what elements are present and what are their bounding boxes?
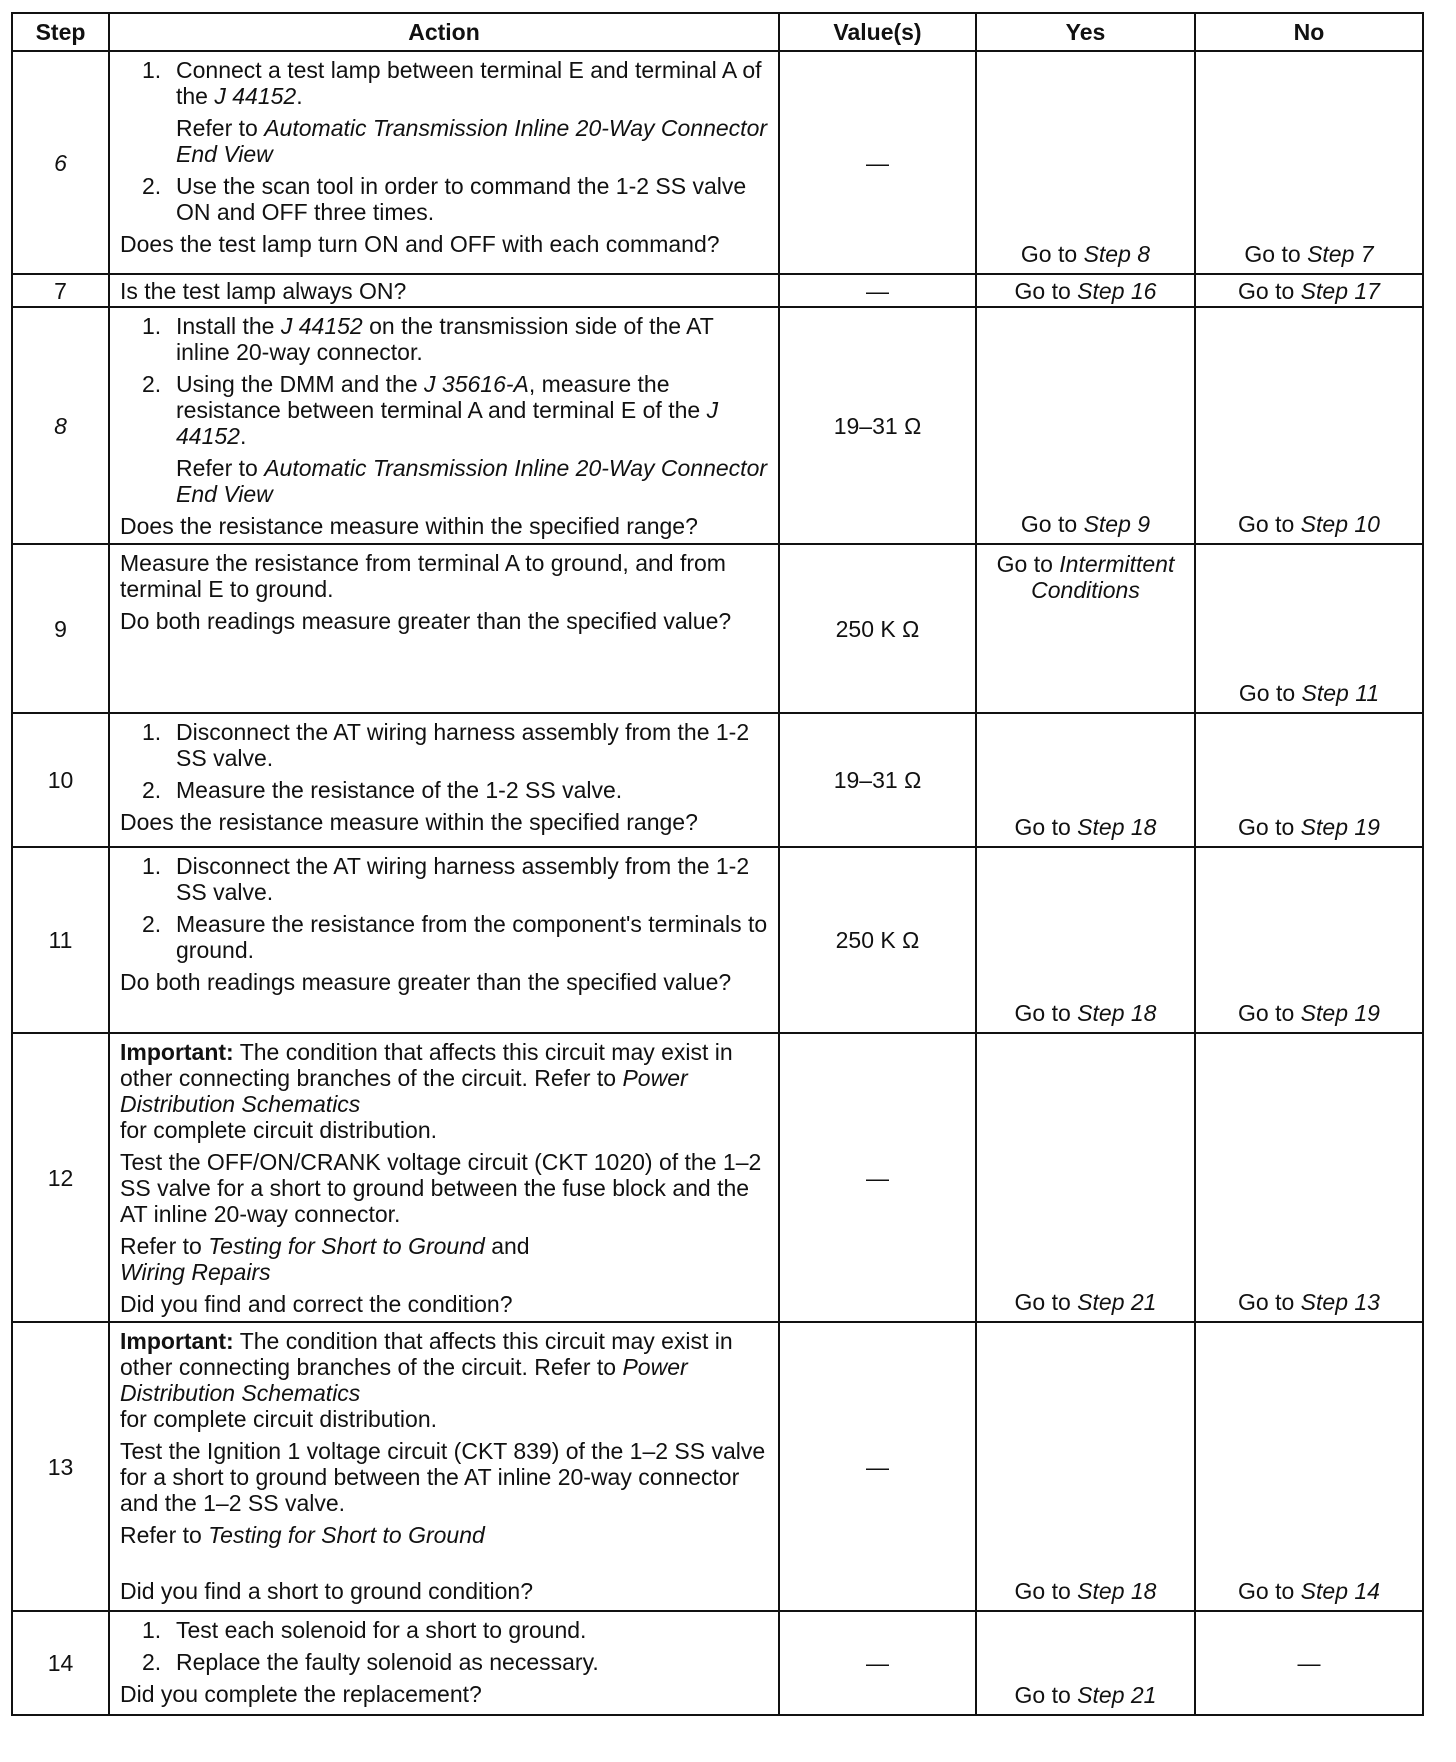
yes-cell[interactable]: Go to Step 18	[976, 847, 1195, 1033]
value-cell: 250 K Ω	[779, 544, 976, 713]
important-note: Important: The condition that affects this circuit may exist in other connecting branches of the circuit. Refer to Power Distribution Schematics for complete circuit distribution.	[120, 1328, 733, 1432]
item-number: 2.	[142, 371, 162, 397]
value-cell: 19–31 Ω	[779, 713, 976, 847]
step-number: 10	[12, 713, 109, 847]
action-cell	[109, 274, 779, 307]
question: Do both readings measure greater than the specified value?	[120, 608, 732, 634]
goto-link[interactable]: Step 11	[1301, 680, 1380, 706]
table-row	[12, 544, 1423, 713]
doc-link[interactable]: Testing for Short to Ground	[208, 1233, 485, 1259]
yes-cell[interactable]: Go to Step 18	[976, 713, 1195, 847]
question: Does the test lamp turn ON and OFF with each command?	[120, 231, 720, 257]
refer-note: Refer to Testing for Short to Ground	[120, 1522, 485, 1548]
action-cell	[109, 51, 779, 274]
action-cell	[109, 1322, 779, 1611]
goto-link[interactable]: Step 7	[1307, 241, 1374, 267]
goto-link[interactable]: Step 8	[1083, 241, 1151, 267]
goto-link[interactable]: Step 17	[1300, 277, 1380, 304]
tool-ref: J 35616-A	[424, 371, 529, 397]
no-cell[interactable]: Go to Step 14	[1195, 1322, 1423, 1611]
important-note: Important: The condition that affects this circuit may exist in other connecting branches of the circuit. Refer to Power Distribution Schematics for complete circuit distribution.	[120, 1039, 733, 1143]
action-cell	[109, 1611, 779, 1715]
list-item	[120, 371, 770, 507]
doc-link[interactable]: Wiring Repairs	[120, 1259, 271, 1285]
important-label: Important:	[120, 1039, 234, 1065]
item-number: 1.	[142, 853, 162, 879]
header-row	[12, 13, 1423, 51]
value-cell: 19–31 Ω	[779, 307, 976, 544]
item-text: Measure the resistance of the 1-2 SS valve.	[176, 777, 623, 803]
value-cell: —	[779, 51, 976, 274]
yes-cell[interactable]: Go to Intermittent Conditions	[976, 544, 1195, 713]
item-number: 2.	[142, 173, 162, 199]
value-cell: —	[779, 1322, 976, 1611]
doc-link[interactable]: Automatic Transmission Inline 20-Way Connector End View	[176, 455, 768, 507]
item-text: Using the DMM and the	[176, 371, 425, 397]
no-cell[interactable]: Go to Step 17	[1195, 274, 1423, 307]
list-item	[120, 853, 770, 905]
action-cell	[109, 544, 779, 713]
list-item	[120, 57, 770, 167]
instruction: Test the Ignition 1 voltage circuit (CKT 839) of the 1–2 SS valve for a short to ground between the AT inline 20-way connector and the 1–2 SS valve.	[120, 1438, 766, 1516]
item-text-end: .	[239, 423, 247, 449]
important-label: Important:	[120, 1328, 234, 1354]
no-cell[interactable]: Go to Step 13	[1195, 1033, 1423, 1322]
step-number: 14	[12, 1611, 109, 1715]
goto-link[interactable]: Step 10	[1300, 511, 1380, 537]
action-cell	[109, 1033, 779, 1322]
doc-link[interactable]: Power Distribution Schematics	[120, 1354, 688, 1406]
no-cell[interactable]: Go to Step 7	[1195, 51, 1423, 274]
item-text-mid: , measure the resistance between terminal A and terminal E of the	[176, 371, 707, 423]
goto-link[interactable]: Step 21	[1077, 1289, 1157, 1315]
question: Did you find a short to ground condition?	[120, 1578, 533, 1604]
question: Does the resistance measure within the specified range?	[120, 513, 698, 539]
item-number: 2.	[142, 1649, 162, 1675]
step-number: 13	[12, 1322, 109, 1611]
item-text: Replace the faulty solenoid as necessary.	[176, 1649, 599, 1675]
question: Did you complete the replacement?	[120, 1681, 482, 1707]
value-cell: —	[779, 1611, 976, 1715]
action-cell	[109, 847, 779, 1033]
no-cell[interactable]: Go to Step 19	[1195, 713, 1423, 847]
header-no: No	[1195, 13, 1423, 51]
item-number: 1.	[142, 57, 162, 83]
yes-cell[interactable]: Go to Step 18	[976, 1322, 1195, 1611]
step-number: 7	[12, 274, 109, 307]
list-item	[120, 719, 770, 771]
header-values: Value(s)	[779, 13, 976, 51]
no-cell[interactable]: Go to Step 10	[1195, 307, 1423, 544]
item-text: Measure the resistance from the component's terminals to ground.	[176, 911, 768, 963]
item-text-end: .	[296, 83, 303, 109]
diagnostic-table	[11, 12, 1424, 1716]
table-row	[12, 307, 1423, 544]
question: Is the test lamp always ON?	[120, 277, 407, 304]
item-text: Disconnect the AT wiring harness assembly from the 1-2 SS valve.	[176, 719, 750, 771]
yes-cell[interactable]: Go to Step 9	[976, 307, 1195, 544]
table-row	[12, 1611, 1423, 1715]
goto-link[interactable]: Step 14	[1300, 1578, 1380, 1604]
goto-link[interactable]: Step 18	[1077, 1000, 1157, 1026]
table-row	[12, 1033, 1423, 1322]
action-cell	[109, 713, 779, 847]
goto-link[interactable]: Intermittent Conditions	[1031, 551, 1175, 603]
doc-link[interactable]: Automatic Transmission Inline 20-Way Connector End View	[176, 115, 768, 167]
list-item	[120, 313, 770, 365]
table-row	[12, 847, 1423, 1033]
no-cell[interactable]: Go to Step 19	[1195, 847, 1423, 1033]
table-row	[12, 274, 1423, 307]
action-cell	[109, 307, 779, 544]
item-number: 1.	[142, 719, 162, 745]
refer-note: Refer to Testing for Short to Ground and Wiring Repairs	[120, 1233, 530, 1285]
item-number: 2.	[142, 911, 162, 937]
item-number: 1.	[142, 313, 162, 339]
no-cell: —	[1195, 1611, 1423, 1715]
list-item	[120, 777, 770, 803]
question: Do both readings measure greater than the specified value?	[120, 969, 732, 995]
goto-link[interactable]: Step 18	[1077, 1578, 1157, 1604]
tool-ref: J 44152	[280, 313, 363, 339]
item-number: 2.	[142, 777, 162, 803]
no-cell[interactable]: Go to Step 11	[1195, 544, 1423, 713]
yes-cell[interactable]: Go to Step 16	[976, 274, 1195, 307]
list-item	[120, 911, 770, 963]
list-item	[120, 173, 770, 225]
yes-cell[interactable]: Go to Step 21	[976, 1033, 1195, 1322]
refer-note: Refer to Automatic Transmission Inline 20-Way Connector End View	[176, 455, 768, 507]
item-text: Use the scan tool in order to command the 1-2 SS valve ON and OFF three times.	[176, 173, 747, 225]
table-row	[12, 1322, 1423, 1611]
list-item	[120, 1617, 770, 1643]
value-cell: —	[779, 1033, 976, 1322]
value-cell: 250 K Ω	[779, 847, 976, 1033]
question: Does the resistance measure within the specified range?	[120, 809, 698, 835]
yes-cell[interactable]: Go to Step 21	[976, 1611, 1195, 1715]
table-row	[12, 713, 1423, 847]
step-number: 9	[12, 544, 109, 713]
refer-note: Refer to Automatic Transmission Inline 20-Way Connector End View	[176, 115, 768, 167]
goto-link[interactable]: Step 9	[1083, 511, 1151, 537]
goto-link[interactable]: Step 16	[1077, 277, 1157, 304]
step-number: 6	[12, 51, 109, 274]
tool-ref: J 44152	[176, 397, 719, 449]
yes-cell[interactable]: Go to Step 8	[976, 51, 1195, 274]
instruction: Test the OFF/ON/CRANK voltage circuit (CKT 1020) of the 1–2 SS valve for a short to ground between the fuse block and the AT inline 20-way connector.	[120, 1149, 762, 1227]
list-item	[120, 1649, 770, 1675]
tool-ref: J 44152	[214, 83, 297, 109]
step-number: 8	[12, 307, 109, 544]
item-text-end: on the transmission side of the AT inline 20-way connector.	[176, 313, 714, 365]
header-step: Step	[12, 13, 109, 51]
goto-link[interactable]: Step 18	[1077, 814, 1157, 840]
question: Did you find and correct the condition?	[120, 1291, 513, 1317]
header-yes: Yes	[976, 13, 1195, 51]
goto-link[interactable]: Step 19	[1300, 814, 1380, 840]
doc-link[interactable]: Testing for Short to Ground	[208, 1522, 485, 1548]
goto-link[interactable]: Step 13	[1300, 1289, 1380, 1315]
header-action: Action	[109, 13, 779, 51]
item-text: Connect a test lamp between terminal E and terminal A of the	[176, 57, 762, 109]
instruction: Measure the resistance from terminal A to ground, and from terminal E to ground.	[120, 550, 726, 602]
value-cell: —	[779, 274, 976, 307]
goto-link[interactable]: Step 21	[1077, 1682, 1157, 1708]
step-number: 11	[12, 847, 109, 1033]
doc-link[interactable]: Power Distribution Schematics	[120, 1065, 688, 1117]
item-text: Test each solenoid for a short to ground.	[176, 1617, 587, 1643]
goto-link[interactable]: Step 19	[1300, 1000, 1380, 1026]
item-text: Install the	[176, 313, 281, 339]
step-number: 12	[12, 1033, 109, 1322]
table-row	[12, 51, 1423, 274]
item-text: Disconnect the AT wiring harness assembly from the 1-2 SS valve.	[176, 853, 750, 905]
item-number: 1.	[142, 1617, 162, 1643]
